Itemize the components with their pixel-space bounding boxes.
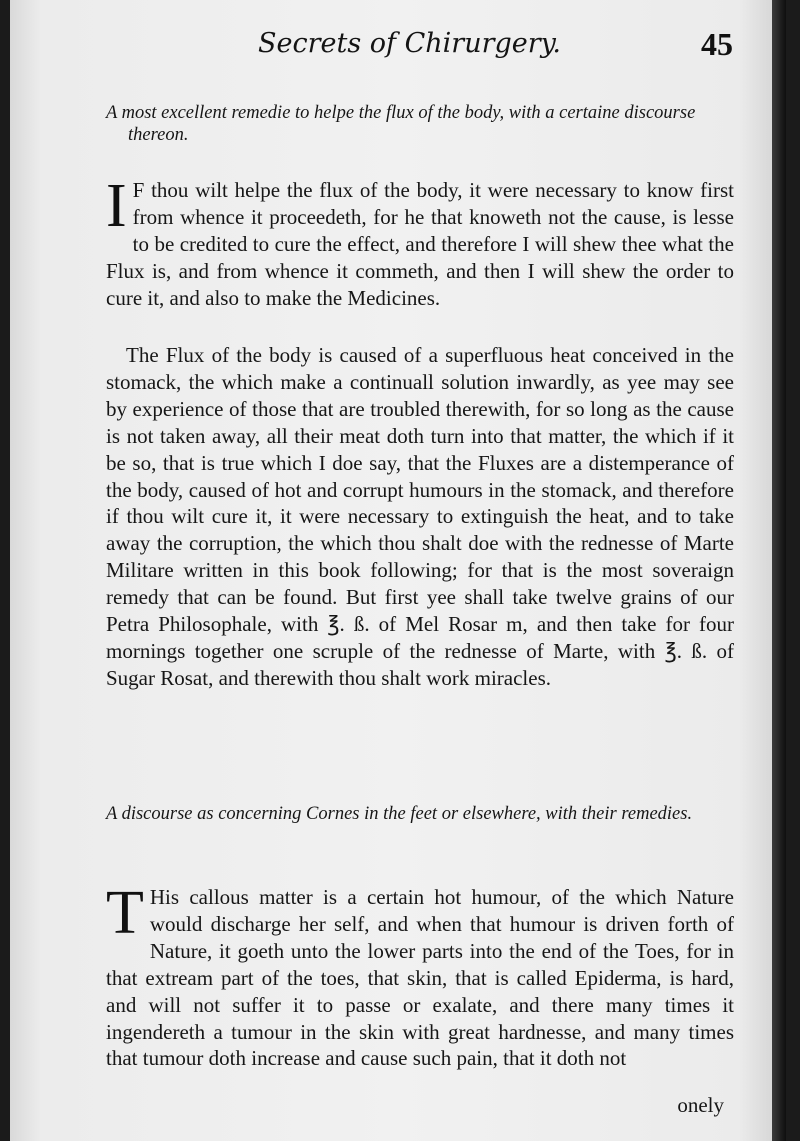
page-header <box>10 26 786 76</box>
section-heading-cornes: A discourse as concerning Cornes in the feet or elsewhere, with their remedies. <box>106 804 693 824</box>
paragraph-flux-intro <box>106 172 734 312</box>
paragraph-text: F thou wilt helpe the flux of the body, it were necessary to know first from whence it proceedeth, for he that knoweth not the cause, is lesse to be credited to cure the effect, and therefore I will shew thee what the Flux is, and from whence it commeth, and then I will shew the order to cure it, and also to make the Medicines. <box>106 178 734 310</box>
paragraph-flux-cause: The Flux of the body is caused of a superfluous heat conceived in the stomack, the which make a continuall solution inwardly, as yee may see by experience of those that are troubled therewith, for so long as the cause is not taken away, all their meat doth turn into that matter, the which if it be so, that is true which I doe say, that the Fluxes are a distemperance of the body, caused of hot and corrupt humours in the stomack, and therefore if thou wilt cure it, it were necessary to extinguish the heat, and to take away the corruption, the which thou shalt doe with the rednesse of Marte Militare written in this book following; for that is the most soveraign remedy that can be found. But first yee shall take twelve grains of our Petra Philosophale, with ℥. ß. of Mel Rosar m, and then take for four mornings together one scruple of the rednesse of Marte, with ℥. ß. of Sugar Rosat, and therewith thou shalt work miracles. <box>106 343 734 690</box>
section-heading-flux: A most excellent remedie to helpe the flux of the body, with a certaine discourse thereon. <box>106 103 696 145</box>
drop-cap: I <box>106 172 127 240</box>
page-edge-shadow <box>772 0 786 1141</box>
paragraph-text: His callous matter is a certain hot humour, of the which Nature would discharge her self, and when that humour is driven forth of Nature, it goeth unto the lower parts into the end of the Toes, for in that extream part of the toes, that skin, that is called Epiderma, is hard, and will not suffer it to passe or exalate, and there many times it ingendereth a tumour in the skin with great hardnesse, and many times that tumour doth increase and cause such pain, that it doth not <box>106 885 734 1071</box>
running-title: Secrets of Chirurgery. <box>258 28 561 59</box>
page-number: 45 <box>701 26 733 62</box>
book-page <box>10 0 786 1141</box>
catchword: onely <box>677 1093 724 1117</box>
paragraph-cornes <box>106 879 734 1072</box>
drop-cap: T <box>106 879 144 947</box>
